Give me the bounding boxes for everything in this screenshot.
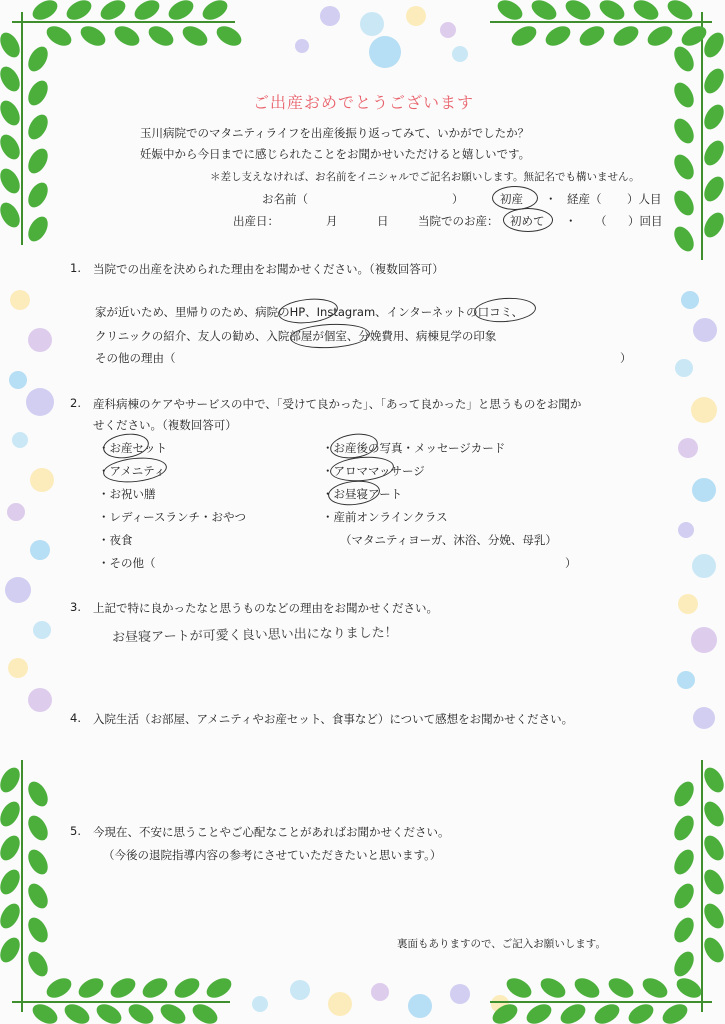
leaf xyxy=(557,1000,588,1024)
leaf xyxy=(700,173,725,204)
month-label: 月 xyxy=(326,214,338,228)
q1-options-line-1: 家が近いため、里帰りのため、病院のHP、Instagram、インターネットの口コミ、 xyxy=(95,305,524,319)
leaf xyxy=(596,0,627,24)
leaf xyxy=(24,145,52,176)
leaf xyxy=(571,974,602,1002)
leaf xyxy=(605,974,636,1002)
leaf xyxy=(0,832,24,863)
leaf xyxy=(670,914,698,945)
pastel-dot xyxy=(369,36,401,68)
pastel-dot xyxy=(681,291,699,309)
pastel-dot xyxy=(30,468,54,492)
leaf xyxy=(494,0,525,24)
leaf xyxy=(139,974,170,1002)
leaf xyxy=(0,934,24,965)
pastel-dot xyxy=(5,577,31,603)
multipara-unit: ）人目 xyxy=(627,192,662,206)
leaf xyxy=(670,187,698,218)
leaf xyxy=(203,974,234,1002)
pastel-dot xyxy=(677,671,695,689)
pastel-dot xyxy=(9,371,27,389)
leaf xyxy=(700,934,725,965)
pastel-dot xyxy=(408,994,432,1018)
leaf xyxy=(700,866,725,897)
leaf xyxy=(0,199,24,230)
pastel-dot xyxy=(28,688,52,712)
pastel-dot xyxy=(26,388,54,416)
leaf xyxy=(93,1000,124,1024)
q2-right-item: ・産前オンラインクラス xyxy=(322,510,448,524)
leaf xyxy=(24,179,52,210)
leaf xyxy=(670,812,698,843)
q4-number: 4. xyxy=(70,711,81,725)
footer-note: 裏面もありますので、ご記入お願いします。 xyxy=(397,938,606,950)
birth-at-hospital-label: 当院でのお産： xyxy=(418,214,499,228)
leaf xyxy=(670,880,698,911)
leaf xyxy=(523,1000,554,1024)
q2-right-item: （マタニティヨーガ、沐浴、分娩、母乳） xyxy=(340,533,557,547)
leaf xyxy=(0,764,24,795)
leaf xyxy=(700,764,725,795)
q1-options-line-2: クリニックの紹介、友人の勧め、入院部屋が個室、分娩費用、病棟見学の印象 xyxy=(95,329,497,343)
name-close: ） xyxy=(452,192,464,206)
leaf xyxy=(111,22,142,50)
leaf xyxy=(24,880,52,911)
leaf xyxy=(670,948,698,979)
pastel-dot xyxy=(360,12,384,36)
leaf xyxy=(542,22,573,50)
leaf xyxy=(670,79,698,110)
pastel-dot xyxy=(692,478,716,502)
dot-separator: ・ xyxy=(565,214,577,228)
leaf xyxy=(644,22,675,50)
q2-left-item: ・夜食 xyxy=(98,533,133,547)
pastel-dot xyxy=(7,503,25,521)
leaf xyxy=(24,914,52,945)
leaf xyxy=(199,0,230,24)
pastel-dot xyxy=(691,397,717,423)
pastel-dot xyxy=(452,46,468,62)
leaf xyxy=(659,1000,690,1024)
leaf xyxy=(670,778,698,809)
leaf xyxy=(63,0,94,24)
leaf xyxy=(24,812,52,843)
leaf xyxy=(24,948,52,979)
q5-subtext: （今後の退院指導内容の参考にさせていただきたいと思います。） xyxy=(103,848,442,862)
pastel-dot xyxy=(290,980,310,1000)
multipara-label: 経産（ xyxy=(567,192,602,206)
leaf xyxy=(639,974,670,1002)
leaf xyxy=(625,1000,656,1024)
intro-note: ＊差し支えなければ、お名前をイニシャルでご記名お願いします。無記名でも構いません。 xyxy=(210,171,640,183)
q1-number: 1. xyxy=(70,261,81,275)
leaf xyxy=(24,111,52,142)
leaf xyxy=(24,846,52,877)
q2-question-line-2: せください。（複数回答可） xyxy=(93,418,237,432)
leaf xyxy=(24,77,52,108)
leaf xyxy=(610,22,641,50)
leaf xyxy=(700,900,725,931)
pastel-dot xyxy=(692,554,716,578)
intro-line-2: 妊娠中から今日までに感じられたことをお聞かせいただけると嬉しいです。 xyxy=(140,147,531,161)
leaf xyxy=(145,22,176,50)
leaf xyxy=(0,131,24,162)
leaf xyxy=(670,151,698,182)
leaf xyxy=(576,22,607,50)
q2-left-item: ・その他（ xyxy=(98,556,156,570)
pastel-dot xyxy=(678,438,698,458)
leaf xyxy=(0,165,24,196)
answer-circle xyxy=(492,186,538,210)
answer-circle xyxy=(503,208,553,232)
q2-right-item: ・アロママッサージ xyxy=(322,464,425,478)
leaf xyxy=(700,798,725,829)
pastel-dot xyxy=(678,594,698,614)
leaf xyxy=(179,22,210,50)
leaf xyxy=(0,29,24,60)
leaf xyxy=(700,101,725,132)
leaf xyxy=(29,1000,60,1024)
pastel-dot xyxy=(30,540,50,560)
pastel-dot xyxy=(320,6,340,26)
q2-right-item: ・お昼寝アート xyxy=(322,487,403,501)
pastel-dot xyxy=(295,39,309,53)
leaf xyxy=(24,778,52,809)
q1-question: 当院での出産を決められた理由をお聞かせください。（複数回答可） xyxy=(93,262,444,276)
leaf xyxy=(670,846,698,877)
leaf xyxy=(508,22,539,50)
leaf xyxy=(213,22,244,50)
leaf xyxy=(171,974,202,1002)
page-title: ご出産おめでとうございます xyxy=(253,93,475,112)
leaf xyxy=(75,974,106,1002)
q2-other-close: ） xyxy=(565,556,577,570)
leaf xyxy=(157,1000,188,1024)
leaf xyxy=(0,63,24,94)
pastel-dot xyxy=(371,983,389,1001)
pastel-dot xyxy=(252,996,268,1012)
q3-number: 3. xyxy=(70,600,81,614)
leaf xyxy=(77,22,108,50)
leaf xyxy=(0,97,24,128)
q3-question: 上記で特に良かったなと思うものなどの理由をお聞かせください。 xyxy=(93,601,438,615)
pastel-dot xyxy=(691,627,717,653)
q2-question-line-1: 産科病棟のケアやサービスの中で、「受けて良かった」、「あって良かった」と思うものをお聞か xyxy=(93,397,582,411)
leaf xyxy=(43,22,74,50)
leaf xyxy=(673,974,704,1002)
q5-number: 5. xyxy=(70,824,81,838)
leaf xyxy=(107,974,138,1002)
pastel-dot xyxy=(440,22,456,38)
leaf xyxy=(503,974,534,1002)
leaf xyxy=(537,974,568,1002)
leaf xyxy=(189,1000,220,1024)
q1-other-label: その他の理由（ xyxy=(95,351,176,365)
leaf xyxy=(700,832,725,863)
leaf xyxy=(670,115,698,146)
first-time-option[interactable]: 初めて xyxy=(510,214,545,228)
q2-left-item: ・お産セット xyxy=(98,441,167,455)
leaf xyxy=(528,0,559,24)
pastel-dot xyxy=(328,992,352,1016)
q2-left-item: ・レディースランチ・おやつ xyxy=(98,510,247,524)
pastel-dot xyxy=(693,707,715,729)
leaf xyxy=(700,209,725,240)
leaf xyxy=(97,0,128,24)
pastel-dot xyxy=(28,328,52,352)
leaf xyxy=(61,1000,92,1024)
leaf xyxy=(700,137,725,168)
q5-question: 今現在、不安に思うことやご心配なことがあればお聞かせください。 xyxy=(93,825,450,839)
leaf xyxy=(24,43,52,74)
intro-line-1: 玉川病院でのマタニティライフを出産後振り返ってみて、いかがでしたか？ xyxy=(140,126,530,140)
leaf xyxy=(43,974,74,1002)
q1-other-close: ） xyxy=(620,351,632,365)
birth-date-label: 出産日： xyxy=(233,214,279,228)
leaf xyxy=(29,0,60,24)
leaf xyxy=(670,223,698,254)
leaf xyxy=(562,0,593,24)
q2-left-item: ・お祝い膳 xyxy=(98,487,156,501)
leaf xyxy=(165,0,196,24)
q2-left-item: ・アメニティ xyxy=(98,464,166,478)
name-label: お名前（ xyxy=(262,192,308,206)
leaf xyxy=(0,798,24,829)
pastel-dot xyxy=(8,658,28,678)
leaf xyxy=(670,43,698,74)
pastel-dot xyxy=(693,318,717,342)
pastel-dot xyxy=(678,522,694,538)
nth-close: ）回目 xyxy=(628,214,663,228)
day-label: 日 xyxy=(377,214,389,228)
q3-handwritten-answer: お昼寝アートが可愛く良い思い出になりました！ xyxy=(111,625,398,646)
leaf xyxy=(664,0,695,24)
leaf xyxy=(630,0,661,24)
dot-separator: ・ xyxy=(545,192,557,206)
leaf xyxy=(131,0,162,24)
leaf xyxy=(24,213,52,244)
leaf xyxy=(125,1000,156,1024)
pastel-dot xyxy=(10,290,30,310)
pastel-dot xyxy=(675,359,693,377)
q4-question: 入院生活（お部屋、アメニティやお産セット、食事など）について感想をお聞かせください。 xyxy=(93,712,574,726)
q2-right-item: ・お産後の写真・メッセージカード xyxy=(322,441,506,455)
pastel-dot xyxy=(406,6,426,26)
leaf xyxy=(0,866,24,897)
pastel-dot xyxy=(12,432,28,448)
nth-open: （ xyxy=(595,214,607,228)
q2-number: 2. xyxy=(70,396,81,410)
leaf xyxy=(700,65,725,96)
primipara-option[interactable]: 初産 xyxy=(500,192,523,206)
pastel-dot xyxy=(450,984,470,1004)
pastel-dot xyxy=(33,621,51,639)
leaf xyxy=(591,1000,622,1024)
leaf xyxy=(0,900,24,931)
